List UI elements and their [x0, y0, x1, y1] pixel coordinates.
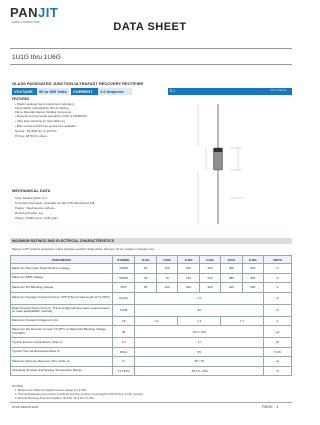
notes-heading: NOTES:	[12, 384, 24, 388]
symbol-cell: VRMS	[112, 273, 135, 283]
value-cell: 35	[135, 273, 156, 283]
max-ratings-heading: MAXIMUM RATINGS AND ELECTRICAL CHARACTERISTICS	[12, 239, 115, 243]
mech-line: Polarity : Band denotes cathode	[15, 206, 55, 210]
table-row	[11, 357, 292, 367]
symbol-cell: VDC	[112, 283, 135, 293]
page-title: DATA SHEET	[113, 21, 187, 33]
value-cell: 300	[199, 264, 220, 274]
column-header: PARAMETER	[11, 256, 113, 264]
features-heading: FEATURES	[12, 97, 29, 101]
unit-cell: A	[264, 292, 292, 304]
voltage-label: VOLTAGE	[12, 88, 37, 95]
value-cell: 17	[135, 338, 264, 348]
value-cell: -55 TO +150	[135, 366, 264, 376]
value-cell: 400	[221, 283, 242, 293]
unit-cell: V	[264, 283, 292, 293]
value-cell: 100	[156, 264, 177, 274]
column-header: 1U2G	[156, 256, 177, 264]
symbol-cell: IR	[112, 326, 135, 338]
value-cell: 1.0	[135, 292, 264, 304]
value-cell: 50	[135, 264, 156, 274]
unit-cell: pF	[264, 338, 292, 348]
package-label: R-1	[170, 89, 176, 93]
divider	[10, 48, 292, 49]
value-cell: 500	[242, 283, 263, 293]
voltage-value: 50 to 500 Volts	[37, 88, 69, 95]
value-cell: 50	[135, 283, 156, 293]
table-header-row	[11, 256, 292, 264]
column-header: UNITS	[264, 256, 292, 264]
value-cell: 280	[221, 273, 242, 283]
parameter-cell: Maximum Forward Voltage at 1.0A	[11, 316, 113, 326]
symbol-cell: RθJA	[112, 347, 135, 357]
table-row	[11, 366, 292, 376]
feature-line: Normal : 90~95% Sn, 5~10% Pb	[15, 129, 57, 133]
footer-date: STAD-FEB.20.2004	[12, 405, 39, 409]
unit-cell: ns	[264, 357, 292, 367]
column-header: 1U6G	[242, 256, 263, 264]
note-line: 2. Thermal Resistance from junction to ambient and from junction to lead length 0.375"(9.5mm) P.C.B. mounted.	[15, 393, 144, 396]
table-row	[11, 283, 292, 293]
value-cell: 30	[135, 304, 264, 316]
value-cell: 65	[135, 347, 264, 357]
value-cell: 70	[156, 273, 177, 283]
symbol-cell: VF	[112, 316, 135, 326]
symbol-cell: TJ,TSTG	[112, 366, 135, 376]
feature-line: Flame Retardant Epoxy Molding Compound	[15, 110, 72, 114]
value-cell: 200	[178, 283, 199, 293]
table-row	[11, 273, 292, 283]
ratings-table	[10, 255, 292, 376]
parameter-cell: Peak Forward Surge Current : 8.3ms single half sine-wave superimposed on rated load(JEDEC method)	[11, 304, 113, 316]
symbol-cell: trr	[112, 357, 135, 367]
value-cell: 350	[242, 273, 263, 283]
product-subtitle: GLASS PASSIVATED JUNCTION ULTRAFAST RECOVERY RECTIFIER	[12, 81, 144, 86]
parameter-cell: Operating Junction and Storage Temperature Range	[11, 366, 113, 376]
divider	[10, 64, 292, 65]
value-cell: 1.3	[178, 316, 221, 326]
unit-cell: V	[264, 316, 292, 326]
table-row	[11, 326, 292, 338]
parameter-cell: Maximum Average Forward Current .375"(9.5mm) lead length at TL=55°C	[11, 292, 113, 304]
package-unit-note: Unit: inch(mm)	[270, 89, 287, 92]
symbol-cell: IFSM	[112, 304, 135, 316]
feature-line: • Plastic package has Underwriters Laboratory	[15, 102, 75, 106]
logo-subtext: SEMI CONDUCTOR	[12, 20, 40, 24]
note-line: 3. Reverse Recovery Time test condition: IF=0.5A, IR=1.0A, Irr=.25A.	[15, 397, 95, 400]
table-row	[11, 264, 292, 274]
mech-line: Mounting Position: Any	[15, 211, 44, 215]
column-header: 1U4G	[199, 256, 220, 264]
mech-line: Case: Molded plastic, R-1	[15, 196, 48, 200]
page-number: PAGE . 1	[262, 404, 279, 409]
value-cell: 1.0	[135, 316, 178, 326]
column-header: 1U3G	[178, 256, 199, 264]
symbol-cell: VRRM	[112, 264, 135, 274]
parameter-cell: Typical Thermal Resistance(Note 2)	[11, 347, 113, 357]
feature-line: • Both normal and Pb free product are available :	[15, 124, 78, 128]
column-header: 1U1G	[135, 256, 156, 264]
current-value: 1.0 Amperes	[98, 88, 132, 95]
value-cell: 1.7	[221, 316, 264, 326]
feature-line: Pb free: 98.5% Sn above	[15, 134, 48, 138]
table-row	[11, 338, 292, 348]
unit-cell: °C/W	[264, 347, 292, 357]
ratings-note: Ratings at 25°C ambient temperature unless otherwise specified. Single phase, half wave, 60 Hz, resistive or inductive load.	[12, 248, 155, 251]
symbol-cell: IF(AV)	[112, 292, 135, 304]
unit-cell: °C	[264, 366, 292, 376]
value-cell: 10.0 / 100	[135, 326, 264, 338]
parameter-cell: Maximum Reverse Recovery Time (Note 3)	[11, 357, 113, 367]
column-header: SYMBOL	[112, 256, 135, 264]
feature-line: • Exceeds environmental standards of MIL-S-19500/228	[15, 114, 87, 118]
unit-cell: V	[264, 273, 292, 283]
unit-cell: A	[264, 304, 292, 316]
mech-line: Terminals: Axial leads, solderable per MIL-STD-202,Method 208	[15, 201, 95, 205]
table-row	[11, 292, 292, 304]
value-cell: 210	[199, 273, 220, 283]
footer-divider	[10, 402, 292, 403]
table-row	[11, 347, 292, 357]
column-header: 1U5G	[221, 256, 242, 264]
value-cell: 50 / 75	[135, 357, 264, 367]
parameter-cell: Maximum RMS Voltage	[11, 273, 113, 283]
mechanical-data-heading: MECHANICAL DATA	[12, 188, 51, 193]
feature-line: • Ultra Fast switching for high efficiency	[15, 119, 66, 123]
panjit-logo: PANJIT	[10, 5, 59, 20]
value-cell: 200	[178, 264, 199, 274]
value-cell: 100	[156, 283, 177, 293]
symbol-cell: CJ	[112, 338, 135, 348]
parameter-cell: Maximum DC Blocking Voltage	[11, 283, 113, 293]
unit-cell: µA	[264, 326, 292, 338]
unit-cell: V	[264, 264, 292, 274]
table-row	[11, 304, 292, 316]
value-cell: 500	[242, 264, 263, 274]
part-range: 1U1G thru 1U6G	[12, 54, 61, 61]
parameter-cell: Typical Junction Capacitance (Note 1)	[11, 338, 113, 348]
package-outline-drawing	[168, 96, 292, 232]
value-cell: 300	[199, 283, 220, 293]
note-line: 1. Measured at 1 MHz and applied reverse voltage of 4.0 VDC.	[15, 389, 88, 392]
value-cell: 400	[221, 264, 242, 274]
parameter-cell: Maximum Recurrent Peak Reverse Voltage	[11, 264, 113, 274]
mech-line: Weight: 0.0065 ounce, 0.181 gram	[15, 216, 58, 220]
table-row	[11, 316, 292, 326]
current-label: CURRENT	[71, 88, 98, 95]
feature-line: Flammability Classification 94V-O utilizing	[15, 106, 69, 110]
value-cell: 140	[178, 273, 199, 283]
parameter-cell: Maximum DC Reverse Current TJ=25°C at Rated DC Blocking Voltage TJ=100°C	[11, 326, 113, 338]
